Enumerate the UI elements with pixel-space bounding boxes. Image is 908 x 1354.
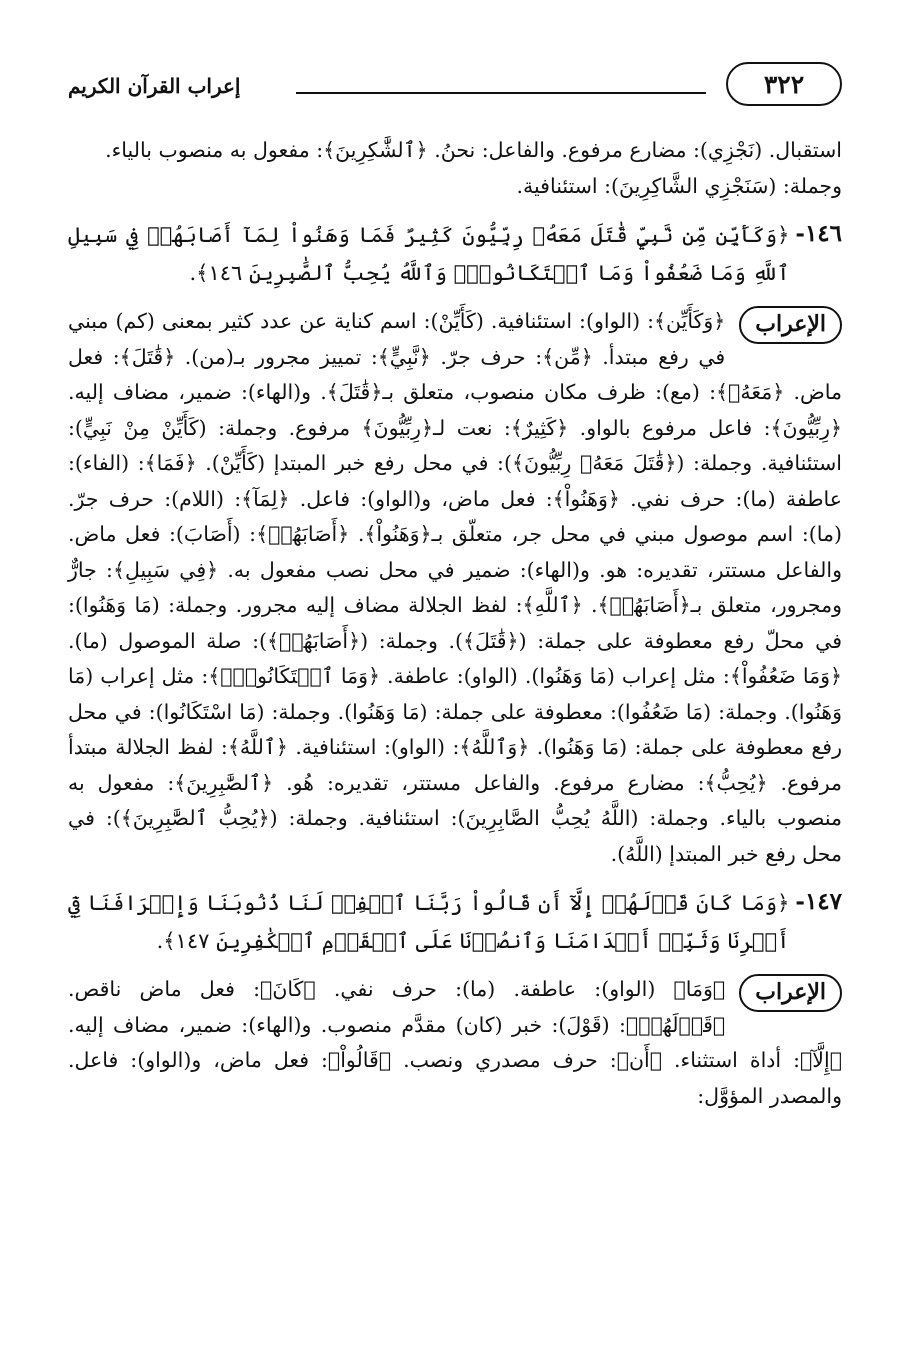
irab-label: الإعراب xyxy=(739,974,842,1012)
verse-number: ١٤٧- xyxy=(795,888,842,915)
intro-line-1: استقبال. (نَجْزِي): مضارع مرفوع. والفاعل: نحنُ. ﴿ٱلشَّٰكِرِينَ﴾: مفعول به منصوب بالياء. xyxy=(105,138,842,162)
book-title: إعراب القرآن الكريم xyxy=(68,74,241,98)
spacer xyxy=(68,960,842,972)
intro-line-2: وجملة: (سَنَجْزِي الشَّاكِرِينَ): استئنافية. xyxy=(516,173,842,198)
verse-text: ﴿وَكَأَيِّن مِّن نَّبِيٍّ قَٰتَلَ مَعَهُۥ رِبِّيُّونَ كَثِيرٌ فَمَا وَهَنُواْ لِمَآ أَصَابَهُمۡ فِي سَبِيلِ ٱللَّهِ وَمَا ضَعُفُواْ وَمَا ٱسۡتَكَانُواْۗ وَٱللَّهُ يُحِبُّ ٱلصَّٰبِرِينَ ١٤٦﴾. xyxy=(68,223,790,285)
verse-number: ١٤٦- xyxy=(795,220,842,247)
spacer xyxy=(68,204,842,216)
verse-146 xyxy=(68,216,842,292)
spacer xyxy=(68,292,842,304)
irab-146 xyxy=(68,304,842,872)
irab-text: ﴿وَكَأَيِّن﴾: (الواو): استئنافية. (كَأَيِّنْ): اسم كناية عن عدد كثير بمعنى (كم) مبني في رفع مبتدأ. ﴿مِّن﴾: حرف جرّ. ﴿نَّبِيٍّ﴾: تمييز مجرور بـ(من). ﴿قَٰتَلَ﴾: فعل ماض. ﴿مَعَهُۥ﴾: (مع): ظرف مكان منصوب، متعلق بـ﴿قَٰتَلَ﴾. و(الهاء): ضمير، مضاف إليه.﴿رِبِّيُّونَ﴾: فاعل مرفوع بالواو. ﴿كَثِيرٌ﴾: نعت لـ﴿رِبِّيُّونَ﴾ مرفوع. وجملة: (كَأَيِّنْ مِنْ نَبِيٍّ): استئنافية. وجملة: (﴿قَٰتَلَ مَعَهُۥ رِبِّيُّونَ﴾): في محل رفع خبر المبتدإ (كَأَيِّنْ). ﴿فَمَا﴾: (الفاء): عاطفة (ما): حرف نفي. ﴿وَهَنُواْ﴾: فعل ماض، و(الواو): فاعل. ﴿لِمَآ﴾: (اللام): حرف جرّ. (ما): اسم موصول مبني في محل جر، متعلّق بـ﴿وَهَنُواْ﴾. ﴿أَصَابَهُمۡ﴾: (أَصَابَ): فعل ماض. والفاعل مستتر، تقديره: هو. و(الهاء): ضمير في محل نصب مفعول به. ﴿فِي سَبِيلِ﴾: جارٌّ ومجرور، متعلق بـ﴿أَصَابَهُمۡ﴾. ﴿ٱللَّهِ﴾: لفظ الجلالة مضاف إليه مجرور. وجملة: (مَا وَهَنُوا): في محلّ رفع معطوفة على جملة: (﴿قَٰتَلَ﴾). وجملة: (﴿أَصَابَهُمۡ﴾): صلة الموصول (ما). ﴿وَمَا ضَعُفُواْ﴾: مثل إعراب (مَا وَهَنُوا). (الواو): عاطفة. ﴿وَمَا ٱسۡتَكَانُواْۗ﴾: مثل إعراب (مَا وَهَنُوا). وجملة: (مَا ضَعُفُوا): معطوفة على جملة: (مَا وَهَنُوا). وجملة: (مَا اسْتَكَانُوا): في محل رفع معطوفة على جملة: (مَا وَهَنُوا). ﴿وَٱللَّهُ﴾: (الواو): استئنافية. ﴿ٱللَّهُ﴾: لفظ الجلالة مبتدأ مرفوع. ﴿يُحِبُّ﴾: مضارع مرفوع. والفاعل مستتر، تقديره: هُو. ﴿ٱلصَّٰبِرِينَ﴾: مفعول به منصوب بالياء. وجملة: (اللَّهُ يُحِبُّ الصَّابِرِينَ): استئنافية. وجملة: (﴿يُحِبُّ ٱلصَّٰبِرِينَ﴾): في محل رفع خبر المبتدإ (اللَّهُ). xyxy=(68,309,842,866)
page-header xyxy=(68,62,842,112)
spacer xyxy=(68,872,842,884)
verse-147 xyxy=(68,884,842,960)
irab-label: الإعراب xyxy=(739,306,842,344)
irab-147 xyxy=(68,972,842,1114)
page-number: ٣٢٢ xyxy=(726,62,842,106)
header-divider xyxy=(296,92,706,94)
irab-text: ﴿وَمَا﴾ (الواو): عاطفة. (ما): حرف نفي. ﴿كَانَ﴾: فعل ماض ناقص. ﴿قَوۡلَهُمۡ﴾: (قَوْلَ): خبر (كان) مقدَّم منصوب. و(الهاء): ضمير، مضاف إليه. ﴿إِلَّآ﴾: أداة استثناء. ﴿أَن﴾: حرف مصدري ونصب. ﴿قَالُواْ﴾: فعل ماض، و(الواو): فاعل. والمصدر المؤوَّل: xyxy=(68,977,842,1108)
verse-text: ﴿وَمَا كَانَ قَوۡلَهُمۡ إِلَّآ أَن قَالُواْ رَبَّنَا ٱغۡفِرۡ لَنَا ذُنُوبَنَا وَإِسۡرَافَنَا فِيٓ أَمۡرِنَا وَثَبِّتۡ أَقۡدَامَنَا وَٱنصُرۡنَا عَلَى ٱلۡقَوۡمِ ٱلۡكَٰفِرِينَ ١٤٧﴾. xyxy=(68,891,790,953)
page-content xyxy=(68,133,842,1114)
